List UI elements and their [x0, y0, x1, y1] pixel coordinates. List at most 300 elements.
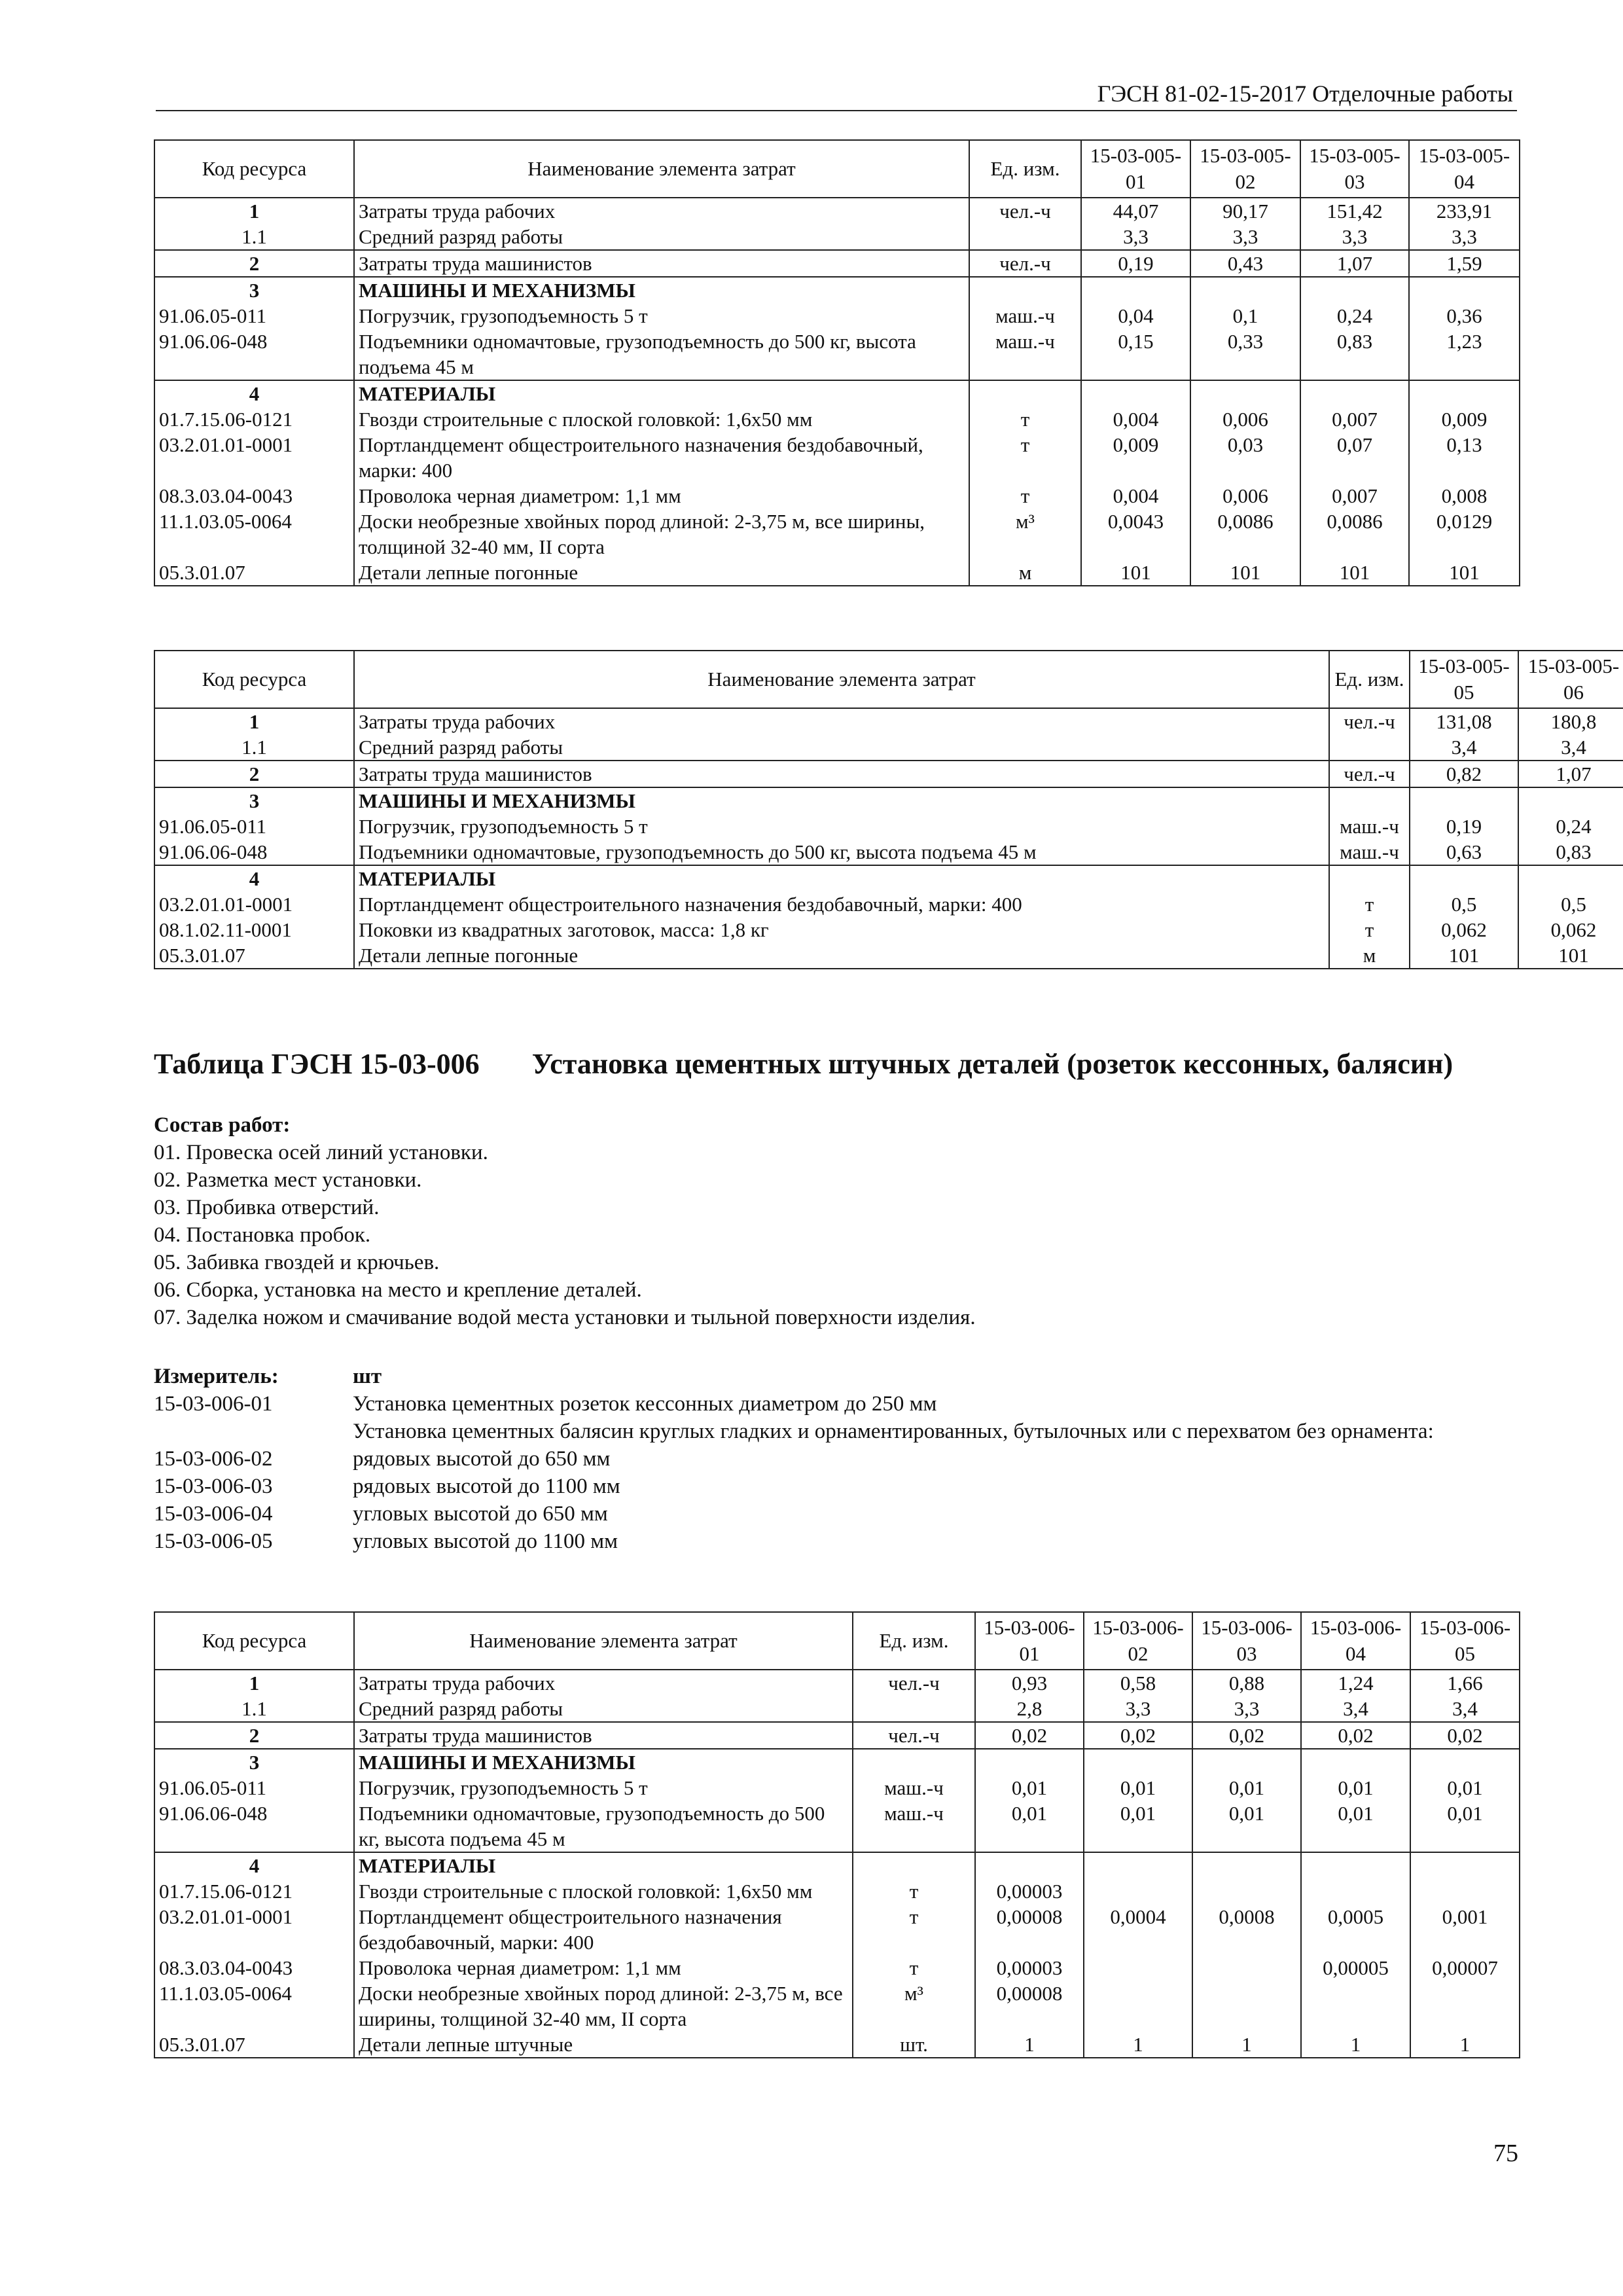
- norm-value-cell: 1,24: [1301, 1670, 1410, 1696]
- norm-value-cell: 0,006: [1190, 483, 1300, 509]
- norm-value-cell: 1,59: [1409, 250, 1520, 277]
- norm-value-cell: 0,01: [975, 1775, 1084, 1801]
- col-header-name: Наименование элемента затрат: [354, 651, 1329, 708]
- resource-code-cell: 91.06.05-011: [154, 814, 354, 839]
- norm-value-cell: 233,91: [1409, 198, 1520, 224]
- col-header-norm: 15-03-005-01: [1081, 140, 1190, 198]
- resource-name-cell: Гвозди строительные с плоской головкой: 1,6х50 мм: [354, 1878, 853, 1904]
- item-code: 15-03-006-02: [154, 1447, 273, 1471]
- item-text: рядовых высотой до 650 мм: [353, 1447, 611, 1471]
- table-row: [154, 814, 1623, 839]
- work-step: 04. Постановка пробок.: [154, 1223, 371, 1247]
- table-row: [154, 1696, 1520, 1722]
- resource-name-cell: Подъемники одномачтовые, грузоподъемность до 500 кг, высота подъема 45 м: [354, 839, 1329, 865]
- unit-cell: маш.-ч: [853, 1801, 975, 1852]
- table-row: [154, 250, 1520, 277]
- norm-value-cell: [1084, 1981, 1192, 2032]
- norm-value-cell: 0,00008: [975, 1981, 1084, 2032]
- unit-cell: т: [853, 1878, 975, 1904]
- norm-value-cell: [1300, 380, 1409, 406]
- norm-value-cell: 0,83: [1518, 839, 1623, 865]
- norm-value-cell: 0,008: [1409, 483, 1520, 509]
- table-header-row: [154, 1612, 1520, 1670]
- resource-code-cell: 08.3.03.04-0043: [154, 1955, 354, 1981]
- resource-name-cell: МАТЕРИАЛЫ: [354, 380, 969, 406]
- col-header-name: Наименование элемента затрат: [354, 140, 969, 198]
- col-header-norm: 15-03-005-06: [1518, 651, 1623, 708]
- table-row: [154, 1955, 1520, 1981]
- measure-item: [154, 1528, 1522, 1555]
- norm-value-cell: 0,004: [1081, 406, 1190, 432]
- norm-value-cell: 1: [1410, 2032, 1520, 2058]
- table-row: [154, 734, 1623, 761]
- item-code: 15-03-006-04: [154, 1502, 273, 1526]
- norm-value-cell: 0,19: [1081, 250, 1190, 277]
- item-code: 15-03-006-03: [154, 1475, 273, 1498]
- norm-value-cell: 0,062: [1410, 917, 1518, 942]
- norm-value-cell: 3,4: [1301, 1696, 1410, 1722]
- unit-cell: м: [1329, 942, 1410, 969]
- resource-name-cell: Портландцемент общестроительного назначения бездобавочный, марки: 400: [354, 432, 969, 483]
- norm-value-cell: [1409, 380, 1520, 406]
- norm-value-cell: 3,3: [1190, 224, 1300, 250]
- resource-name-cell: Гвозди строительные с плоской головкой: 1,6х50 мм: [354, 406, 969, 432]
- norm-value-cell: 3,4: [1410, 734, 1518, 761]
- norm-value-cell: 0,63: [1410, 839, 1518, 865]
- unit-cell: [1329, 787, 1410, 814]
- norm-value-cell: [1410, 1878, 1520, 1904]
- norm-value-cell: 3,3: [1300, 224, 1409, 250]
- col-header-code: Код ресурса: [154, 1612, 354, 1670]
- resource-name-cell: МАТЕРИАЛЫ: [354, 865, 1329, 891]
- norm-value-cell: [1518, 787, 1623, 814]
- measure-block: [154, 1363, 1522, 1555]
- norm-value-cell: [1301, 1749, 1410, 1775]
- norm-value-cell: 0,13: [1409, 432, 1520, 483]
- norm-value-cell: 44,07: [1081, 198, 1190, 224]
- norm-value-cell: [1192, 1749, 1301, 1775]
- norm-value-cell: 0,02: [1301, 1722, 1410, 1749]
- resource-code-cell: 2: [154, 250, 354, 277]
- resource-name-cell: МАШИНЫ И МЕХАНИЗМЫ: [354, 787, 1329, 814]
- table-row: [154, 942, 1623, 969]
- norm-value-cell: 0,01: [1301, 1775, 1410, 1801]
- norm-value-cell: 0,1: [1190, 303, 1300, 329]
- unit-cell: маш.-ч: [1329, 814, 1410, 839]
- unit-cell: т: [969, 406, 1081, 432]
- norm-value-cell: 3,4: [1518, 734, 1623, 761]
- measure-label: Измеритель:: [154, 1365, 279, 1388]
- norm-value-cell: 0,24: [1518, 814, 1623, 839]
- resource-code-cell: 11.1.03.05-0064: [154, 1981, 354, 2032]
- resource-code-cell: 91.06.06-048: [154, 1801, 354, 1852]
- unit-cell: маш.-ч: [969, 329, 1081, 380]
- resource-code-cell: 05.3.01.07: [154, 2032, 354, 2058]
- resource-code-cell: 08.3.03.04-0043: [154, 483, 354, 509]
- unit-cell: чел.-ч: [969, 198, 1081, 224]
- norm-value-cell: 0,00005: [1301, 1955, 1410, 1981]
- norm-value-cell: [1190, 380, 1300, 406]
- norm-value-cell: 1: [975, 2032, 1084, 2058]
- norm-value-cell: 1: [1084, 2032, 1192, 2058]
- norm-value-cell: 0,0086: [1300, 509, 1409, 560]
- norm-value-cell: 0,88: [1192, 1670, 1301, 1696]
- resource-code-cell: 1.1: [154, 224, 354, 250]
- norm-value-cell: 3,3: [1081, 224, 1190, 250]
- norm-value-cell: [1410, 1981, 1520, 2032]
- resource-code-cell: 1: [154, 198, 354, 224]
- norm-value-cell: 0,04: [1081, 303, 1190, 329]
- resource-code-cell: 03.2.01.01-0001: [154, 1904, 354, 1955]
- table-row: [154, 1904, 1520, 1955]
- col-header-norm: 15-03-005-04: [1409, 140, 1520, 198]
- item-text: Установка цементных балясин круглых гладких и орнаментированных, бутылочных или с перехватом без орнамента:: [353, 1420, 1434, 1443]
- resource-name-cell: Подъемники одномачтовые, грузоподъемность до 500 кг, высота подъема 45 м: [354, 329, 969, 380]
- unit-cell: маш.-ч: [1329, 839, 1410, 865]
- resource-name-cell: Затраты труда рабочих: [354, 198, 969, 224]
- table-row: [154, 406, 1520, 432]
- col-header-name: Наименование элемента затрат: [354, 1612, 853, 1670]
- resource-name-cell: Поковки из квадратных заготовок, масса: 1,8 кг: [354, 917, 1329, 942]
- norm-value-cell: 101: [1410, 942, 1518, 969]
- norm-value-cell: [1410, 787, 1518, 814]
- table-row: [154, 1722, 1520, 1749]
- resource-code-cell: 91.06.06-048: [154, 839, 354, 865]
- col-header-unit: Ед. изм.: [1329, 651, 1410, 708]
- table-row: [154, 708, 1623, 734]
- unit-cell: т: [853, 1955, 975, 1981]
- norm-value-cell: [1410, 1852, 1520, 1878]
- norm-value-cell: 1,23: [1409, 329, 1520, 380]
- norm-value-cell: [1192, 1955, 1301, 1981]
- norm-value-cell: 101: [1081, 560, 1190, 586]
- norm-value-cell: 0,5: [1518, 891, 1623, 917]
- resource-name-cell: Детали лепные погонные: [354, 560, 969, 586]
- unit-cell: маш.-ч: [969, 303, 1081, 329]
- resource-code-cell: 4: [154, 380, 354, 406]
- norm-value-cell: 3,3: [1084, 1696, 1192, 1722]
- work-step: 01. Провеска осей линий установки.: [154, 1141, 488, 1164]
- norm-value-cell: 0,0004: [1084, 1904, 1192, 1955]
- unit-cell: шт.: [853, 2032, 975, 2058]
- table-row: [154, 787, 1623, 814]
- norm-value-cell: [975, 1852, 1084, 1878]
- page-header: [156, 77, 1517, 111]
- norm-value-cell: [1518, 865, 1623, 891]
- col-header-norm: 15-03-006-02: [1084, 1612, 1192, 1670]
- resource-name-cell: Затраты труда рабочих: [354, 1670, 853, 1696]
- norm-value-cell: 90,17: [1190, 198, 1300, 224]
- norm-value-cell: 0,82: [1410, 761, 1518, 787]
- norm-value-cell: 0,07: [1300, 432, 1409, 483]
- col-header-norm: 15-03-006-03: [1192, 1612, 1301, 1670]
- norm-value-cell: 0,01: [1192, 1801, 1301, 1852]
- norm-value-cell: [1192, 1981, 1301, 2032]
- norm-value-cell: 0,01: [1192, 1775, 1301, 1801]
- table-row: [154, 891, 1623, 917]
- resource-table-15-03-005-01-04: [154, 139, 1520, 586]
- table-row: [154, 1749, 1520, 1775]
- table-title: Установка цементных штучных деталей (розеток кессонных, балясин): [531, 1048, 1454, 1080]
- norm-value-cell: 0,02: [1084, 1722, 1192, 1749]
- norm-value-cell: [1410, 865, 1518, 891]
- norm-value-cell: [1081, 277, 1190, 303]
- unit-cell: [1329, 865, 1410, 891]
- col-header-code: Код ресурса: [154, 140, 354, 198]
- norm-value-cell: 0,01: [975, 1801, 1084, 1852]
- resource-name-cell: Детали лепные погонные: [354, 942, 1329, 969]
- item-text: Установка цементных розеток кессонных диаметром до 250 мм: [353, 1392, 937, 1416]
- resource-table-15-03-006: [154, 1611, 1520, 2058]
- unit-cell: т: [853, 1904, 975, 1955]
- resource-code-cell: 01.7.15.06-0121: [154, 406, 354, 432]
- norm-value-cell: 180,8: [1518, 708, 1623, 734]
- work-step: 07. Заделка ножом и смачивание водой места установки и тыльной поверхности изделия.: [154, 1306, 976, 1329]
- resource-code-cell: 4: [154, 865, 354, 891]
- resource-code-cell: 03.2.01.01-0001: [154, 432, 354, 483]
- resource-code-cell: 3: [154, 787, 354, 814]
- norm-value-cell: 0,00003: [975, 1878, 1084, 1904]
- table-row: [154, 277, 1520, 303]
- resource-name-cell: Детали лепные штучные: [354, 2032, 853, 2058]
- norm-value-cell: [1084, 1955, 1192, 1981]
- unit-cell: м³: [969, 509, 1081, 560]
- norm-value-cell: 1,07: [1300, 250, 1409, 277]
- norm-value-cell: 0,01: [1410, 1775, 1520, 1801]
- table-header-row: [154, 651, 1623, 708]
- table-row: [154, 560, 1520, 586]
- table-row: [154, 1981, 1520, 2032]
- resource-name-cell: Затраты труда машинистов: [354, 250, 969, 277]
- table-row: [154, 2032, 1520, 2058]
- norm-value-cell: 0,01: [1410, 1801, 1520, 1852]
- resource-name-cell: Проволока черная диаметром: 1,1 мм: [354, 483, 969, 509]
- resource-code-cell: 2: [154, 761, 354, 787]
- norm-value-cell: 131,08: [1410, 708, 1518, 734]
- norm-value-cell: 1,66: [1410, 1670, 1520, 1696]
- norm-value-cell: 0,006: [1190, 406, 1300, 432]
- works-block: [154, 1111, 1515, 1331]
- norm-value-cell: 0,36: [1409, 303, 1520, 329]
- norm-value-cell: [1301, 1852, 1410, 1878]
- resource-code-cell: 91.06.06-048: [154, 329, 354, 380]
- resource-code-cell: 1: [154, 1670, 354, 1696]
- unit-cell: чел.-ч: [1329, 708, 1410, 734]
- unit-cell: м³: [853, 1981, 975, 2032]
- unit-cell: [1329, 734, 1410, 761]
- col-header-norm: 15-03-006-01: [975, 1612, 1084, 1670]
- resource-code-cell: 91.06.05-011: [154, 303, 354, 329]
- unit-cell: [969, 380, 1081, 406]
- norm-value-cell: 0,01: [1301, 1801, 1410, 1852]
- norm-value-cell: [1084, 1878, 1192, 1904]
- norm-value-cell: [1081, 380, 1190, 406]
- resource-code-cell: 2: [154, 1722, 354, 1749]
- resource-name-cell: Погрузчик, грузоподъемность 5 т: [354, 814, 1329, 839]
- resource-code-cell: 91.06.05-011: [154, 1775, 354, 1801]
- unit-cell: чел.-ч: [853, 1670, 975, 1696]
- item-text: угловых высотой до 650 мм: [353, 1502, 608, 1526]
- norm-value-cell: 0,19: [1410, 814, 1518, 839]
- works-heading: Состав работ:: [154, 1113, 291, 1137]
- table-heading: [154, 1047, 1453, 1081]
- resource-code-cell: 03.2.01.01-0001: [154, 891, 354, 917]
- unit-cell: [969, 224, 1081, 250]
- resource-name-cell: Средний разряд работы: [354, 734, 1329, 761]
- norm-value-cell: 0,02: [975, 1722, 1084, 1749]
- norm-value-cell: 0,00003: [975, 1955, 1084, 1981]
- unit-cell: т: [1329, 917, 1410, 942]
- item-text: рядовых высотой до 1100 мм: [353, 1475, 620, 1498]
- resource-name-cell: Средний разряд работы: [354, 1696, 853, 1722]
- resource-code-cell: 1.1: [154, 734, 354, 761]
- norm-value-cell: 0,83: [1300, 329, 1409, 380]
- norm-value-cell: 2,8: [975, 1696, 1084, 1722]
- unit-cell: чел.-ч: [1329, 761, 1410, 787]
- col-header-code: Код ресурса: [154, 651, 354, 708]
- norm-value-cell: [975, 1749, 1084, 1775]
- norm-value-cell: 0,24: [1300, 303, 1409, 329]
- norm-value-cell: [1410, 1749, 1520, 1775]
- norm-value-cell: 0,007: [1300, 406, 1409, 432]
- unit-cell: т: [969, 432, 1081, 483]
- norm-value-cell: 3,3: [1192, 1696, 1301, 1722]
- unit-cell: [853, 1696, 975, 1722]
- norm-value-cell: [1300, 277, 1409, 303]
- work-step: 05. Забивка гвоздей и крючьев.: [154, 1251, 440, 1274]
- measure-value: шт: [353, 1365, 382, 1388]
- unit-cell: маш.-ч: [853, 1775, 975, 1801]
- norm-value-cell: 1,07: [1518, 761, 1623, 787]
- norm-value-cell: [1084, 1852, 1192, 1878]
- unit-cell: [853, 1852, 975, 1878]
- col-header-norm: 15-03-005-03: [1300, 140, 1409, 198]
- norm-value-cell: [1190, 277, 1300, 303]
- norm-value-cell: 101: [1518, 942, 1623, 969]
- table-header-row: [154, 140, 1520, 198]
- norm-value-cell: 0,02: [1192, 1722, 1301, 1749]
- item-code: 15-03-006-01: [154, 1392, 273, 1416]
- resource-name-cell: Портландцемент общестроительного назначения бездобавочный, марки: 400: [354, 891, 1329, 917]
- norm-value-cell: [1192, 1852, 1301, 1878]
- unit-cell: [853, 1749, 975, 1775]
- items-list: [154, 1390, 1522, 1555]
- resource-name-cell: Погрузчик, грузоподъемность 5 т: [354, 303, 969, 329]
- table-row: [154, 509, 1520, 560]
- col-header-norm: 15-03-006-04: [1301, 1612, 1410, 1670]
- resource-name-cell: Средний разряд работы: [354, 224, 969, 250]
- norm-value-cell: 3,3: [1409, 224, 1520, 250]
- work-step: 02. Разметка мест установки.: [154, 1168, 422, 1192]
- unit-cell: т: [1329, 891, 1410, 917]
- norm-value-cell: 151,42: [1300, 198, 1409, 224]
- norm-value-cell: [1409, 277, 1520, 303]
- col-header-norm: 15-03-006-05: [1410, 1612, 1520, 1670]
- header-title: ГЭСН 81-02-15-2017 Отделочные работы: [1097, 81, 1513, 107]
- resource-code-cell: 11.1.03.05-0064: [154, 509, 354, 560]
- col-header-unit: Ед. изм.: [969, 140, 1081, 198]
- norm-value-cell: 101: [1409, 560, 1520, 586]
- work-step: 03. Пробивка отверстий.: [154, 1196, 380, 1219]
- item-code: 15-03-006-05: [154, 1530, 273, 1553]
- norm-value-cell: 0,43: [1190, 250, 1300, 277]
- table-row: [154, 224, 1520, 250]
- table-label: Таблица ГЭСН 15-03-006: [154, 1048, 480, 1080]
- page-number: 75: [1493, 2140, 1518, 2167]
- resource-code-cell: 4: [154, 1852, 354, 1878]
- col-header-norm: 15-03-005-02: [1190, 140, 1300, 198]
- resource-code-cell: 3: [154, 1749, 354, 1775]
- table-row: [154, 198, 1520, 224]
- norm-value-cell: 0,0086: [1190, 509, 1300, 560]
- table-row: [154, 1852, 1520, 1878]
- norm-value-cell: 0,15: [1081, 329, 1190, 380]
- norm-value-cell: 0,03: [1190, 432, 1300, 483]
- norm-value-cell: 3,4: [1410, 1696, 1520, 1722]
- table-row: [154, 432, 1520, 483]
- works-list: [154, 1139, 1515, 1331]
- norm-value-cell: 0,02: [1410, 1722, 1520, 1749]
- norm-value-cell: 0,001: [1410, 1904, 1520, 1955]
- norm-value-cell: 0,009: [1409, 406, 1520, 432]
- col-header-unit: Ед. изм.: [853, 1612, 975, 1670]
- measure-row: [154, 1363, 1522, 1390]
- resource-name-cell: Погрузчик, грузоподъемность 5 т: [354, 1775, 853, 1801]
- norm-value-cell: 0,0008: [1192, 1904, 1301, 1955]
- table-row: [154, 1801, 1520, 1852]
- resource-name-cell: Доски необрезные хвойных пород длиной: 2-3,75 м, все ширины, толщиной 32-40 мм, II сорта: [354, 509, 969, 560]
- resource-code-cell: 05.3.01.07: [154, 560, 354, 586]
- norm-value-cell: 0,01: [1084, 1775, 1192, 1801]
- resource-name-cell: МАШИНЫ И МЕХАНИЗМЫ: [354, 1749, 853, 1775]
- resource-code-cell: 1: [154, 708, 354, 734]
- norm-value-cell: [1301, 1878, 1410, 1904]
- norm-value-cell: 1: [1192, 2032, 1301, 2058]
- resource-table-15-03-005-05-06: [154, 650, 1623, 969]
- norm-value-cell: 101: [1300, 560, 1409, 586]
- table-row: [154, 483, 1520, 509]
- norm-value-cell: 101: [1190, 560, 1300, 586]
- resource-name-cell: Затраты труда машинистов: [354, 761, 1329, 787]
- table-row: [154, 303, 1520, 329]
- unit-cell: т: [969, 483, 1081, 509]
- measure-item: [154, 1473, 1522, 1500]
- work-step: 06. Сборка, установка на место и крепление деталей.: [154, 1278, 642, 1302]
- resource-name-cell: Затраты труда рабочих: [354, 708, 1329, 734]
- norm-value-cell: 1: [1301, 2032, 1410, 2058]
- norm-value-cell: 0,0043: [1081, 509, 1190, 560]
- resource-name-cell: Подъемники одномачтовые, грузоподъемность до 500 кг, высота подъема 45 м: [354, 1801, 853, 1852]
- norm-value-cell: 0,5: [1410, 891, 1518, 917]
- norm-value-cell: 0,004: [1081, 483, 1190, 509]
- norm-value-cell: [1084, 1749, 1192, 1775]
- norm-value-cell: [1192, 1878, 1301, 1904]
- table-row: [154, 1775, 1520, 1801]
- norm-value-cell: 0,007: [1300, 483, 1409, 509]
- item-text: угловых высотой до 1100 мм: [353, 1530, 618, 1553]
- resource-name-cell: Затраты труда машинистов: [354, 1722, 853, 1749]
- unit-cell: м: [969, 560, 1081, 586]
- table-row: [154, 917, 1623, 942]
- table-row: [154, 1878, 1520, 1904]
- resource-name-cell: Портландцемент общестроительного назначения бездобавочный, марки: 400: [354, 1904, 853, 1955]
- norm-value-cell: 0,0129: [1409, 509, 1520, 560]
- resource-code-cell: 05.3.01.07: [154, 942, 354, 969]
- measure-item: [154, 1418, 1522, 1445]
- table-row: [154, 839, 1623, 865]
- norm-value-cell: 0,33: [1190, 329, 1300, 380]
- unit-cell: чел.-ч: [853, 1722, 975, 1749]
